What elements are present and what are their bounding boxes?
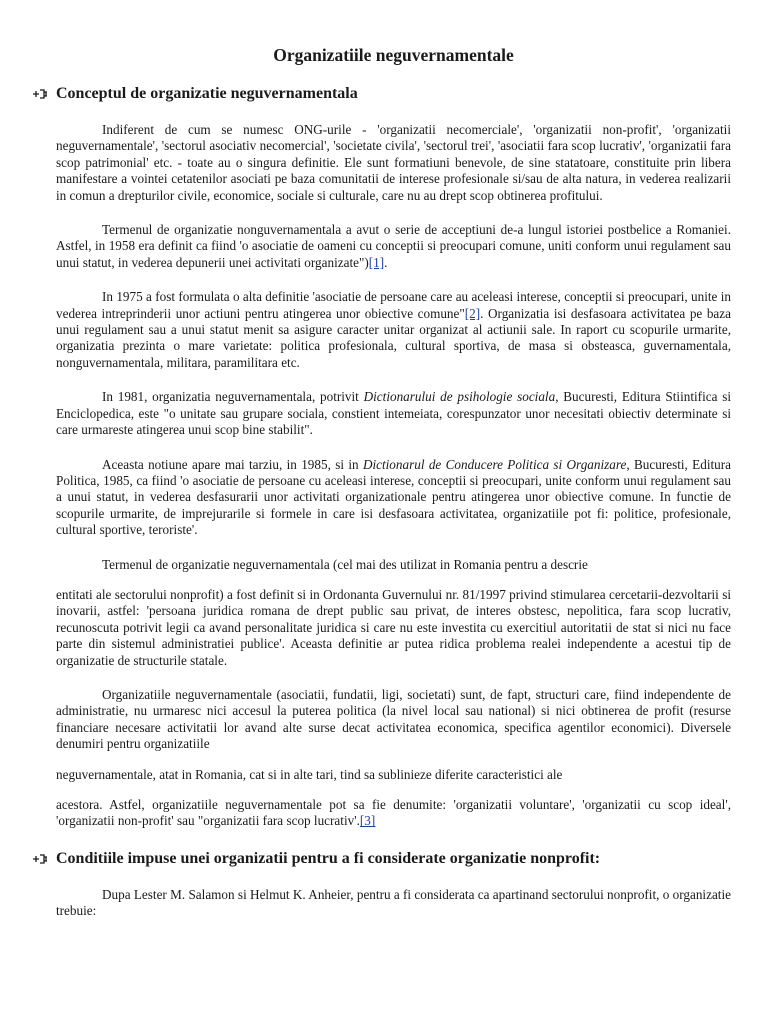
paragraph: Indiferent de cum se numesc ONG-urile - 'organizatii necomerciale', 'organizatii non-profit', 'organizatii neguvernamentale', 'sectorul asociativ necomercial', 'societate civila', 'sectorul trei', 'asociatii fara scop lucrativ', 'organizatii fara scop patrimonial' etc. - toate au o singura definitie. Ele sunt formatiuni benevole, de sine statatoare, constituite prin libera manifestare a vointei cetatenilor asociati pe baza comunitatii de interese profesionale si/sau de alta natura, in vederea realizarii in comun a drepturilor civile, economice, sociale si culturale, care nu au drept scop obtinerea profitului. bbox=[56, 122, 731, 203]
paragraph: entitati ale sectorului nonprofit) a fost definit si in Ordonanta Guvernului nr. 81/1997 privind stimularea cercetarii-dezvoltarii si inovarii, astfel: 'persoana juridica romana de drept public sau privat, de interes obstesc, nepolitica, fara scop lucrativ, recunoscuta potrivit legii ca avand personalitate juridica si care nu este investita cu exercitiul autoritatii de stat si nici nu face parte din sistemul administratiei publice'. Aceasta definitie ar putea ridica problema realei independente a acestui tip de organizatie de structurile statale. bbox=[56, 586, 731, 668]
section-heading-conditions bbox=[56, 849, 731, 869]
paragraph: Dupa Lester M. Salamon si Helmut K. Anheier, pentru a fi considerata ca apartinand sectorului nonprofit, o organizatie trebuie: bbox=[56, 886, 731, 919]
section-heading-concept bbox=[56, 84, 731, 104]
section-heading-text: Conceptul de organizatie neguvernamentala bbox=[56, 85, 358, 102]
paragraph: Aceasta notiune apare mai tarziu, in 1985, si in Dictionarul de Conducere Politica si Organizare, Bucuresti, Editura Politica, 1985, ca fiind 'o asociatie de persoane cu aceleasi interese, conceptii si preocupari, unite conform unui regulament sau a unui statut, in vederea desfasurarii unor activitati organizationale pentru atingerea unor obiective comune. In functie de scopurile urmarite, de imprejurarile si formele in care isi desfasoara activitatea, organizatiile pot fi: politice, profesionale, cultural sportive, teroriste'. bbox=[56, 456, 731, 538]
footnote-link[interactable]: [1] bbox=[368, 254, 385, 270]
book-title: Dictionarul de Conducere Politica si Organizare bbox=[362, 456, 627, 472]
book-title: Dictionarului de psihologie sociala bbox=[363, 389, 556, 405]
document-page bbox=[56, 0, 731, 920]
document-title: Organizatiile neguvernamentale bbox=[273, 45, 514, 65]
footnote-link[interactable]: [2] bbox=[464, 305, 481, 321]
footnote-link[interactable]: [3] bbox=[359, 813, 376, 829]
paragraph: acestora. Astfel, organizatiile neguvernamentale pot sa fie denumite: 'organizatii voluntare', 'organizatii cu scop ideal', 'organizatii non-profit' sau "organizatii fara scop lucrativ'.[3] bbox=[56, 797, 731, 829]
paragraph: In 1981, organizatia neguvernamentala, potrivit Dictionarului de psihologie sociala, Bucuresti, Editura Stiintifica si Enciclopedica, este "o unitate sau grupare sociala, constient intemeiata, corespunzator unor necesitati obiectiv determinate si care urmareste atingerea unui scop bine stabilit". bbox=[56, 389, 731, 438]
paragraph: neguvernamentale, atat in Romania, cat si in alte tari, tind sa sublinieze diferite caracteristici ale bbox=[56, 766, 563, 782]
pointing-hand-icon bbox=[32, 853, 48, 865]
paragraph: Organizatiile neguvernamentale (asociatii, fundatii, ligi, societati) sunt, de fapt, structuri care, fiind independente de administratie, nu urmaresc nici accesul la puterea politica (la nivel local sau national) si nici obtinerea de profit (resurse financiare necesare activitatii lor avand alte surse decat activitatea economica, specifica agentilor economici). Diversele denumiri pentru organizatiile bbox=[56, 686, 731, 752]
paragraph: Termenul de organizatie nonguvernamentala a avut o serie de acceptiuni de-a lungul istoriei postbelice a Romaniei. Astfel, in 1958 era definit ca fiind 'o asociatie de oameni cu conceptii si preocupari comune, uniti conform unui regulament sau unui statut, in vederea depunerii unei activitati organizate")[1]. bbox=[56, 222, 731, 270]
section-heading-text: Conditiile impuse unei organizatii pentru a fi considerate organizatie nonprofit: bbox=[56, 849, 601, 867]
paragraph: Termenul de organizatie neguvernamentala (cel mai des utilizat in Romania pentru a descrie bbox=[102, 556, 588, 572]
pointing-hand-icon bbox=[32, 88, 48, 100]
paragraph: In 1975 a fost formulata o alta definitie 'asociatie de persoane care au aceleasi interese, conceptii si preocupari, unite in vederea intreprinderii unor actiuni pentru atingerea unor obiective comune"[2]. Organizatia isi desfasoara activitatea pe baza unui regulament sau a unui statut menit sa asigure caracter unitar organizat al actiunii sale. In raport cu scopurile urmarite, organizatia prezinta o mare varietate: politica profesionala, cultural sportiva, de masa si obsteasca, guvernamentala, nonguvernamentala, militara, paramilitara etc. bbox=[56, 289, 731, 370]
